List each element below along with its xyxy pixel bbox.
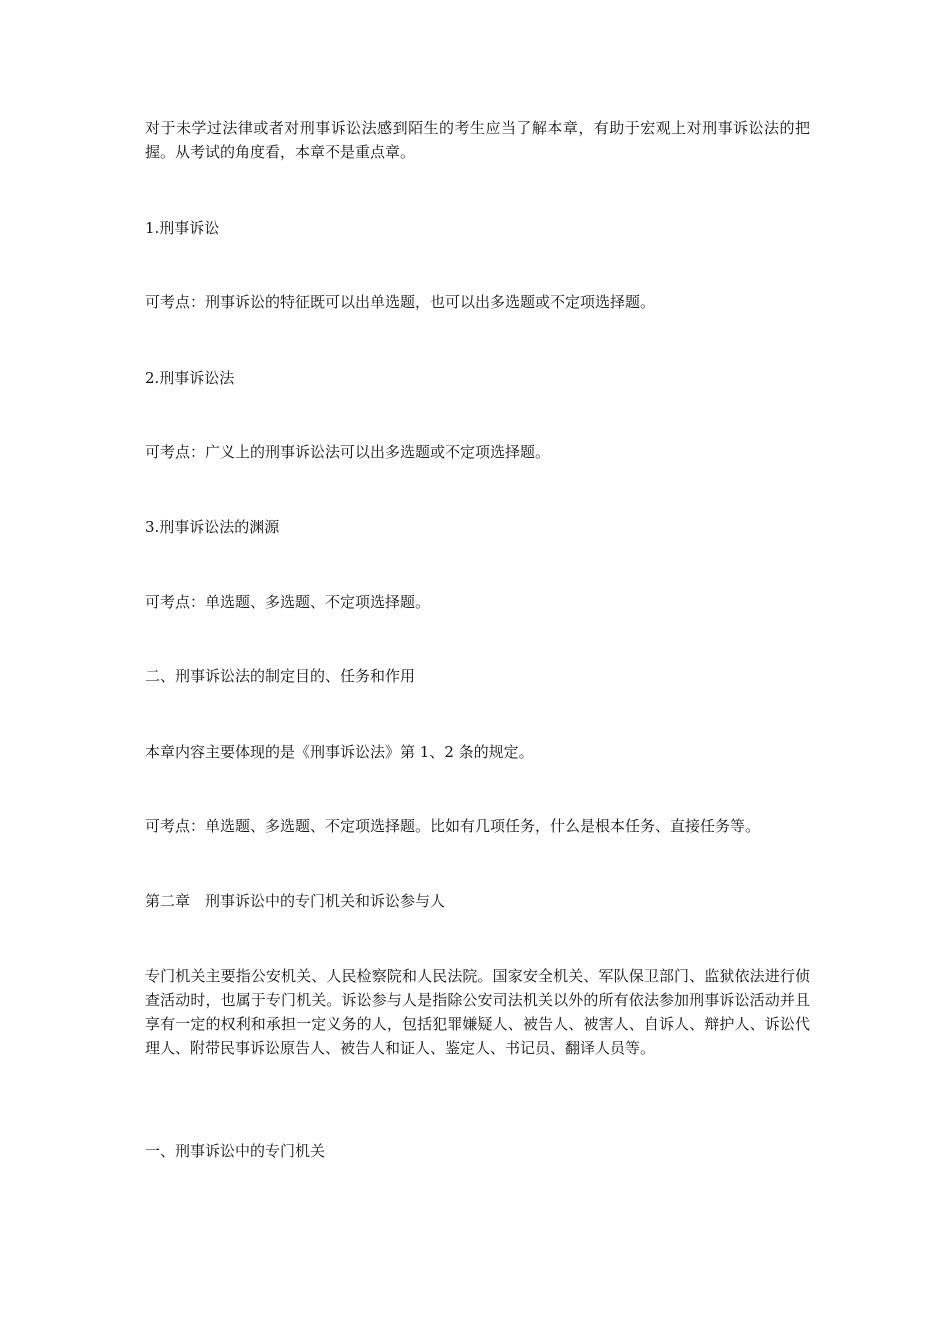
exam-point-paragraph: 可考点：广义上的刑事诉讼法可以出多选题或不定项选择题。 <box>145 443 551 461</box>
intro-paragraph: 对于未学过法律或者对刑事诉讼法感到陌生的考生应当了解本章，有助于宏观上对刑事诉讼法的把握。从考试的角度看，本章不是重点章。 <box>145 119 810 161</box>
exam-point-paragraph: 可考点：刑事诉讼的特征既可以出单选题，也可以出多选题或不定项选择题。 <box>145 293 656 311</box>
exam-point-paragraph: 可考点：单选题、多选题、不定项选择题。 <box>145 593 431 611</box>
section-heading-purpose: 二、刑事诉讼法的制定目的、任务和作用 <box>145 667 416 685</box>
heading-criminal-procedure: 1.刑事诉讼 <box>145 219 220 237</box>
heading-law-sources: 3.刑事诉讼法的渊源 <box>145 518 280 536</box>
section-heading-special-organs: 一、刑事诉讼中的专门机关 <box>145 1142 326 1160</box>
chapter-heading: 第二章 刑事诉讼中的专门机关和诉讼参与人 <box>145 892 446 910</box>
body-paragraph: 本章内容主要体现的是《刑事诉讼法》第 1、2 条的规定。 <box>145 743 534 761</box>
heading-criminal-procedure-law: 2.刑事诉讼法 <box>145 369 235 387</box>
exam-point-paragraph: 可考点：单选题、多选题、不定项选择题。比如有几项任务，什么是根本任务、直接任务等。 <box>145 817 761 835</box>
body-paragraph: 专门机关主要指公安机关、人民检察院和人民法院。国家安全机关、军队保卫部门、监狱依法进行侦查活动时，也属于专门机关。诉讼参与人是指除公安司法机关以外的所有依法参加刑事诉讼活动并且享有一定的权利和承担一定义务的人，包括犯罪嫌疑人、被告人、被害人、自诉人、辩护人、诉讼代理人、附带民事诉讼原告人、被告人和证人、鉴定人、书记员、翻译人员等。 <box>145 967 810 1057</box>
